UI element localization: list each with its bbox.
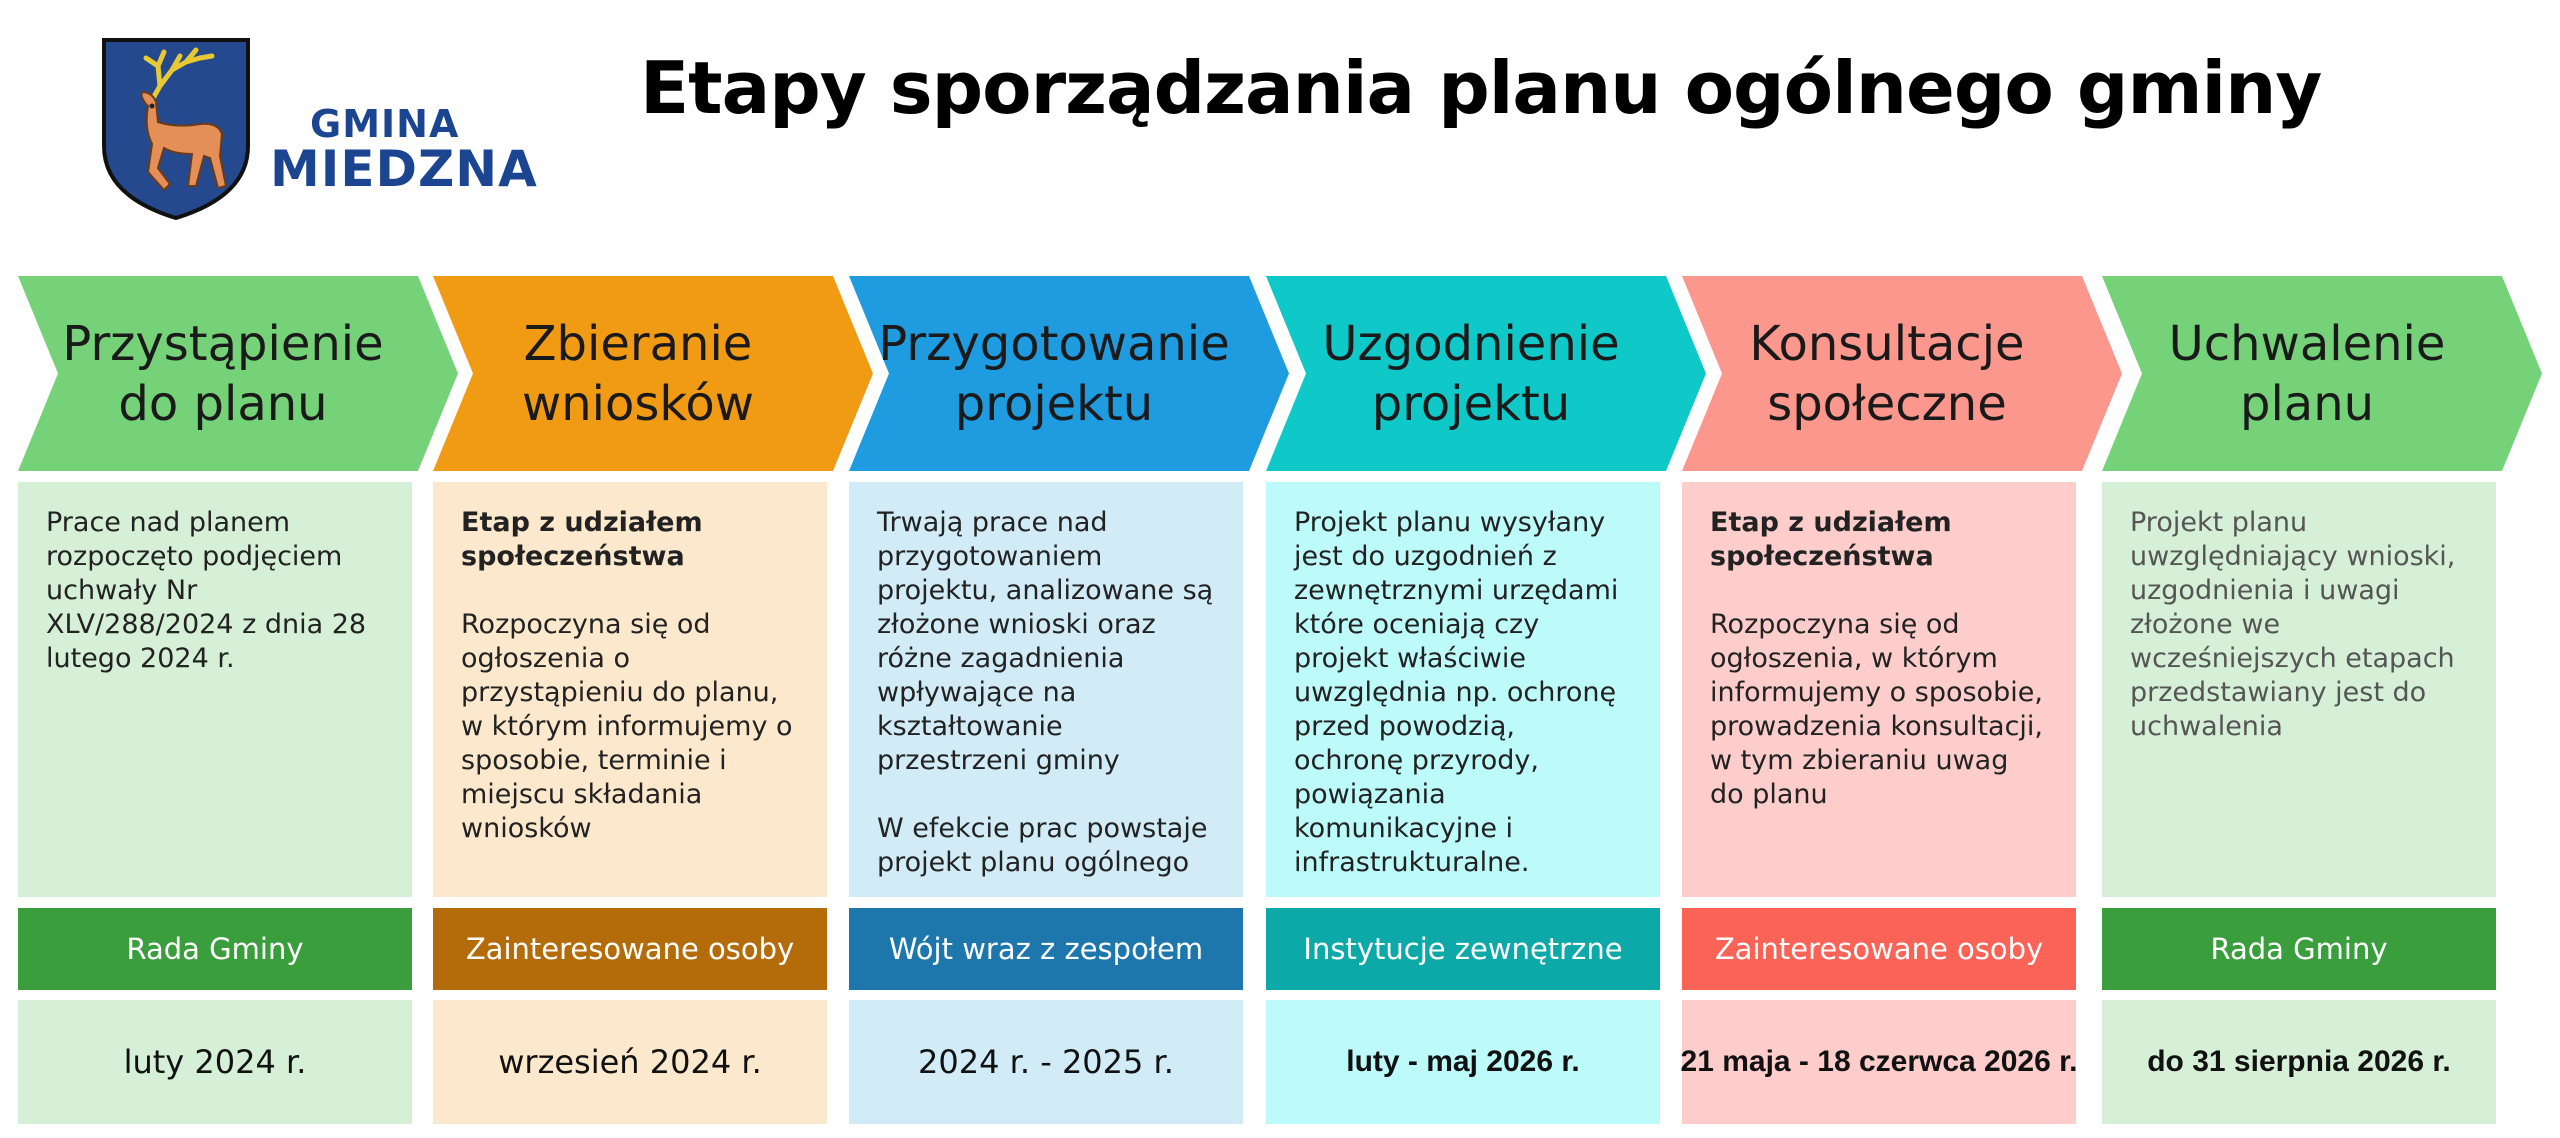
stage-actor: Instytucje zewnętrzne <box>1266 908 1660 990</box>
stage-column-1 <box>18 276 458 1138</box>
stage-column-5 <box>1682 276 2122 1138</box>
stage-date: 21 maja - 18 czerwca 2026 r. <box>1682 1000 2076 1124</box>
stage-actor: Wójt wraz z zespołem <box>849 908 1243 990</box>
stage-title: Uchwalenie planu <box>2168 315 2446 432</box>
logo-text-gmina: GMINA <box>310 102 460 146</box>
gmina-logo <box>100 36 538 222</box>
stage-date: luty - maj 2026 r. <box>1266 1000 1660 1124</box>
stage-description: Trwają prace nad przygotowaniem projektu, analizowane są złożone wnioski oraz różne zagadnienia wpływające na kształtowanie przestrzeni gminy <box>877 507 1214 776</box>
stage-description: Projekt planu wysyłany jest do uzgodnień z zewnętrznymi urzędami które oceniają czy projekt właściwie uwzględnia np. ochronę przed powodzią, ochronę przyrody, powiązania komunikacyjne i infrastrukturalne. <box>1294 507 1619 878</box>
stage-title: Przystąpienie do planu <box>62 315 384 432</box>
stage-arrow <box>1266 276 1706 471</box>
stage-description-box <box>18 482 412 897</box>
stage-column-2 <box>433 276 873 1138</box>
stage-column-6 <box>2102 276 2542 1138</box>
coat-of-arms-icon <box>100 36 252 222</box>
stage-date: 2024 r. - 2025 r. <box>849 1000 1243 1124</box>
stage-actor: Zainteresowane osoby <box>433 908 827 990</box>
stage-actor: Zainteresowane osoby <box>1682 908 2076 990</box>
stage-date: do 31 sierpnia 2026 r. <box>2102 1000 2496 1124</box>
logo-text-miedzna: MIEDZNA <box>270 140 538 198</box>
stage-actor: Rada Gminy <box>2102 908 2496 990</box>
stage-column-3 <box>849 276 1289 1138</box>
stage-description: Prace nad planem rozpoczęto podjęciem uchwały Nr XLV/288/2024 z dnia 28 lutego 2024 r. <box>46 507 367 674</box>
stage-arrow <box>2102 276 2542 471</box>
stage-lead: Etap z udziałem społeczeństwa <box>1710 507 1952 572</box>
stage-title: Przygotowanie projektu <box>878 315 1230 432</box>
stage-arrow <box>433 276 873 471</box>
stage-description: Rozpoczyna się od ogłoszenia o przystąpieniu do planu, w którym informujemy o sposobie, terminie i miejscu składania wniosków <box>461 609 793 844</box>
stage-lead: Etap z udziałem społeczeństwa <box>461 507 703 572</box>
stage-date: luty 2024 r. <box>18 1000 412 1124</box>
stage-arrow <box>849 276 1289 471</box>
stage-title: Konsultacje społeczne <box>1749 315 2025 432</box>
stage-description: Rozpoczyna się od ogłoszenia, w którym informujemy o sposobie, prowadzenia konsultacji, w tym zbieraniu uwag do planu <box>1710 609 2044 810</box>
stage-date: wrzesień 2024 r. <box>433 1000 827 1124</box>
stage-description-box <box>849 482 1243 897</box>
stage-description: Projekt planu uwzględniający wnioski, uzgodnienia i uwagi złożone we wcześniejszych etapach przedstawiany jest do uchwalenia <box>2130 507 2456 742</box>
stage-column-4 <box>1266 276 1706 1138</box>
stage-description-box <box>1266 482 1660 897</box>
page-title: Etapy sporządzania planu ogólnego gminy <box>640 46 2322 130</box>
stage-title: Uzgodnienie projektu <box>1322 315 1620 432</box>
stage-description-extra: W efekcie prac powstaje projekt planu ogólnego <box>877 813 1208 878</box>
stage-description-box <box>2102 482 2496 897</box>
stage-title: Zbieranie wniosków <box>521 315 755 432</box>
stage-arrow <box>1682 276 2122 471</box>
stage-description-box <box>1682 482 2076 897</box>
stage-description-box <box>433 482 827 897</box>
stage-actor: Rada Gminy <box>18 908 412 990</box>
stage-arrow <box>18 276 458 471</box>
